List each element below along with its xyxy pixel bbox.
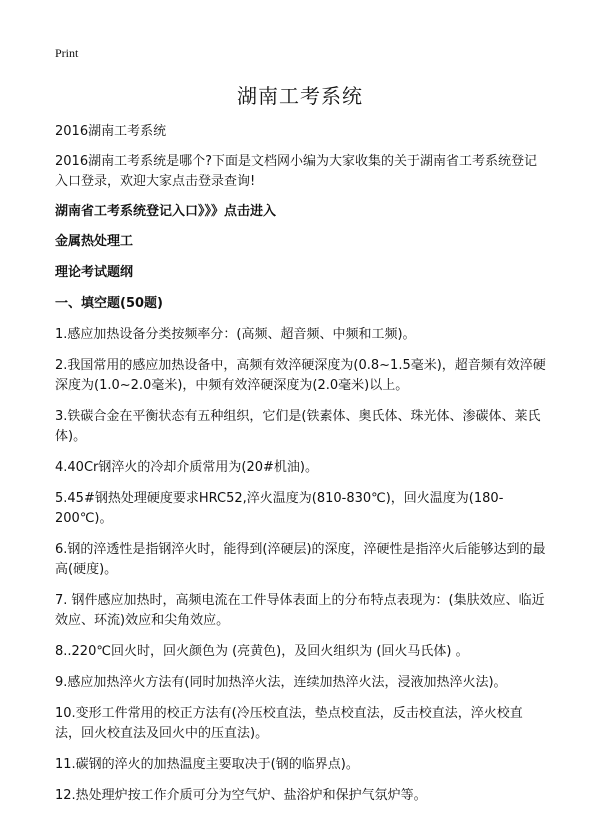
- question-item: 9.感应加热淬火方法有(同时加热淬火法，连续加热淬火法，浸液加热淬火法)。: [55, 675, 507, 690]
- question-item: 3.铁碳合金在平衡状态有五种组织，它们是(铁素体、奥氏体、珠光体、渗碳体、莱氏体)。: [55, 409, 541, 444]
- question-item: 7. 钢件感应加热时，高频电流在工件导体表面上的分布特点表现为：(集肤效应、临近效应、环流)效应和尖角效应。: [55, 593, 545, 628]
- question-item: 8..220℃回火时，回火颜色为 (亮黄色)，及回火组织为 (回火马氏体) 。: [55, 644, 469, 659]
- question-item: 2.我国常用的感应加热设备中，高频有效淬硬深度为(0.8~1.5毫米)，超音频有效淬硬深度为(1.0~2.0毫米)，中频有效淬硬深度为(2.0毫米)以上。: [55, 358, 546, 393]
- question-item: 1.感应加热设备分类按频率分：(高频、超音频、中频和工频)。: [55, 327, 416, 342]
- print-label: Print: [55, 46, 79, 60]
- entry-link[interactable]: 湖南省工考系统登记入口》》》点击进入: [55, 204, 277, 219]
- question-item: 11.碳钢的淬火的加热温度主要取决于(钢的临界点)。: [55, 757, 359, 772]
- document-content: [55, 122, 547, 817]
- section-exam-heading: 理论考试题纲: [55, 265, 134, 280]
- intro-title: 2016湖南工考系统: [55, 124, 167, 139]
- section-worker-heading: 金属热处理工: [55, 234, 134, 249]
- page-title: 湖南工考系统: [237, 84, 363, 108]
- question-item: 5.45#钢热处理硬度要求HRC52,淬火温度为(810-830℃)，回火温度为(180-200℃)。: [55, 491, 504, 526]
- question-item: 12.热处理炉按工作介质可分为空气炉、盐浴炉和保护气氛炉等。: [55, 788, 427, 803]
- question-item: 4.40Cr钢淬火的冷却介质常用为(20#机油)。: [55, 460, 318, 475]
- question-item: 10.变形工件常用的校正方法有(冷压校直法，垫点校直法，反击校直法，淬火校直法，回火校直法及回火中的压直法)。: [55, 706, 523, 741]
- intro-text: 2016湖南工考系统是哪个?下面是文档网小编为大家收集的关于湖南省工考系统登记入口登录，欢迎大家点击登录查询!: [55, 154, 537, 189]
- question-item: 6.钢的淬透性是指钢淬火时，能得到(淬硬层)的深度，淬硬性是指淬火后能够达到的最高(硬度)。: [55, 542, 546, 577]
- section-fill-heading: 一、填空题(50题): [55, 296, 163, 311]
